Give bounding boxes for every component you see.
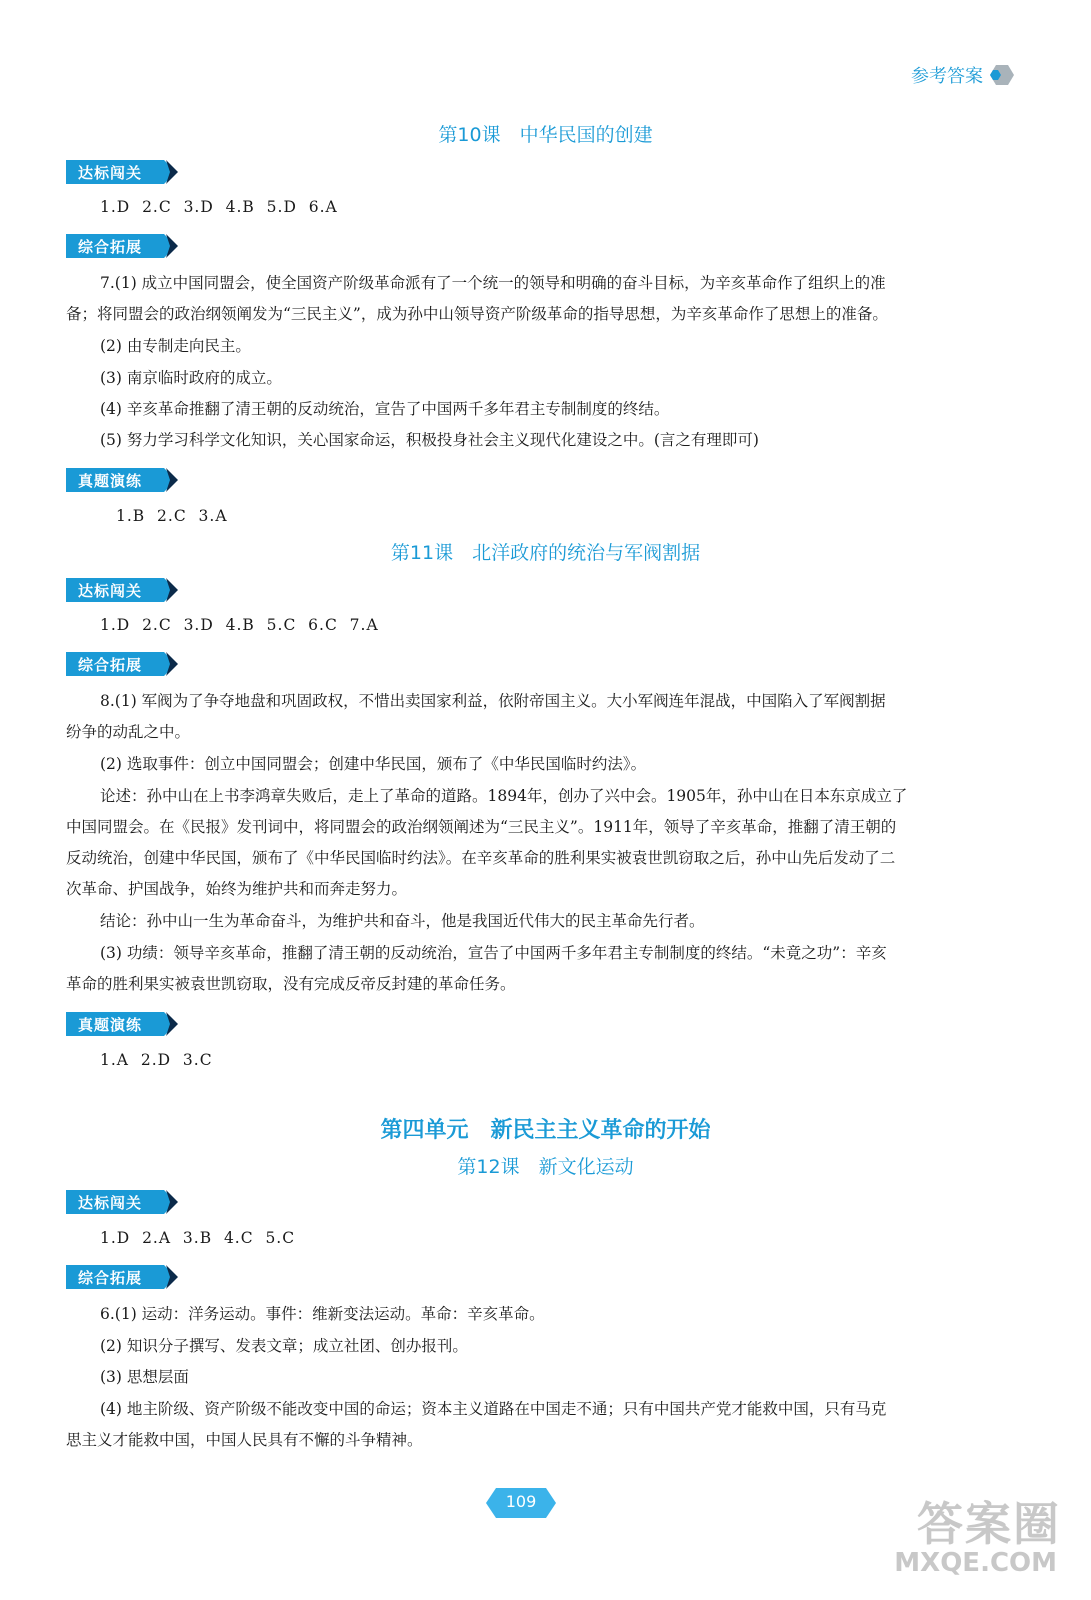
answer-line: (4) 地主阶级、资产阶级不能改变中国的命运；资本主义道路在中国走不通；只有中国共产党才能救中国，只有马克	[100, 1400, 887, 1418]
section-tag-dabiao	[66, 1190, 178, 1214]
section-tag-zonghe	[66, 652, 178, 676]
answer-line: 革命的胜利果实被袁世凯窃取，没有完成反帝反封建的革命任务。	[66, 975, 516, 993]
section-tag-zhenti	[66, 1012, 178, 1036]
answers-row: 1.D 2.C 3.D 4.B 5.C 6.C 7.A	[100, 616, 379, 634]
header-answer-label	[911, 62, 1015, 88]
answers-row: 1.A 2.D 3.C	[100, 1051, 213, 1069]
answer-line: (3) 思想层面	[100, 1368, 189, 1386]
section-tag-dabiao	[66, 160, 178, 184]
answer-line: (3) 南京临时政府的成立。	[100, 369, 282, 387]
watermark-bottom-text: MXQE.COM	[894, 1548, 1057, 1578]
section-tag-dabiao	[66, 578, 178, 602]
answer-line: 8.(1) 军阀为了争夺地盘和巩固政权，不惜出卖国家利益，依附帝国主义。大小军阀连年混战，中国陷入了军阀割据	[100, 692, 886, 710]
tag-label: 综合拓展	[78, 1269, 143, 1287]
answers-row: 1.D 2.A 3.B 4.C 5.C	[100, 1229, 296, 1247]
tag-label: 真题演练	[78, 1016, 143, 1034]
page-number-badge	[486, 1488, 556, 1518]
answer-line: 纷争的动乱之中。	[66, 723, 191, 741]
answer-line: (2) 知识分子撰写、发表文章；成立社团、创办报刊。	[100, 1337, 468, 1355]
answers-row: 1.B 2.C 3.A	[116, 507, 228, 525]
answer-line: 论述：孙中山在上书李鸿章失败后，走上了革命的道路。1894年，创办了兴中会。1905年，孙中山在日本东京成立了	[100, 787, 908, 805]
answer-line: (4) 辛亥革命推翻了清王朝的反动统治，宣告了中国两千多年君主专制制度的终结。	[100, 400, 670, 418]
tag-label: 达标闯关	[78, 164, 143, 182]
watermark-top-text: 答案圈	[917, 1497, 1061, 1551]
lesson-12-title: 第12课 新文化运动	[457, 1156, 634, 1178]
answer-line: 7.(1) 成立中国同盟会，使全国资产阶级革命派有了一个统一的领导和明确的奋斗目标，为辛亥革命作了组织上的准	[100, 274, 886, 292]
header-label-text: 参考答案	[911, 66, 983, 87]
answer-line: 反动统治，创建中华民国，颁布了《中华民国临时约法》。在辛亥革命的胜利果实被袁世凯窃取之后，孙中山先后发动了二	[66, 849, 896, 867]
tag-label: 综合拓展	[78, 238, 143, 256]
page-number: 109	[505, 1492, 537, 1511]
tag-label: 综合拓展	[78, 656, 143, 674]
tag-label: 达标闯关	[78, 1194, 143, 1212]
answer-line: 6.(1) 运动：洋务运动。事件：维新变法运动。革命：辛亥革命。	[100, 1305, 545, 1323]
lesson-10-title: 第10课 中华民国的创建	[438, 124, 653, 146]
answer-line: 中国同盟会。在《民报》发刊词中，将同盟会的政治纲领阐述为“三民主义”。1911年，领导了辛亥革命，推翻了清王朝的	[66, 818, 897, 836]
watermark-logo	[891, 1488, 1061, 1588]
section-tag-zhenti	[66, 468, 178, 492]
answers-row: 1.D 2.C 3.D 4.B 5.D 6.A	[100, 198, 338, 216]
tag-label: 达标闯关	[78, 582, 143, 600]
answer-line: 次革命、护国战争，始终为维护共和而奔走努力。	[66, 880, 408, 898]
answer-line: 思主义才能救中国，中国人民具有不懈的斗争精神。	[66, 1431, 423, 1449]
lesson-11-title: 第11课 北洋政府的统治与军阀割据	[390, 542, 701, 564]
section-tag-zonghe	[66, 234, 178, 258]
tag-label: 真题演练	[78, 472, 143, 490]
section-tag-zonghe	[66, 1265, 178, 1289]
answer-line: 结论：孙中山一生为革命奋斗，为维护共和奋斗，他是我国近代伟大的民主革命先行者。	[100, 912, 705, 930]
answer-line: 备；将同盟会的政治纲领阐发为“三民主义”，成为孙中山领导资产阶级革命的指导思想，为辛亥革命作了思想上的准备。	[66, 305, 888, 323]
answer-line: (3) 功绩：领导辛亥革命，推翻了清王朝的反动统治，宣告了中国两千多年君主专制制度的终结。“未竟之功”：辛亥	[100, 944, 887, 962]
answer-line: (2) 选取事件：创立中国同盟会；创建中华民国，颁布了《中华民国临时约法》。	[100, 755, 647, 773]
unit-4-title: 第四单元 新民主主义革命的开始	[380, 1117, 711, 1143]
hexagon-icon	[989, 64, 1015, 86]
answer-line: (2) 由专制走向民主。	[100, 337, 251, 355]
answer-line: (5) 努力学习科学文化知识，关心国家命运，积极投身社会主义现代化建设之中。(言之有理即可)	[100, 431, 759, 449]
